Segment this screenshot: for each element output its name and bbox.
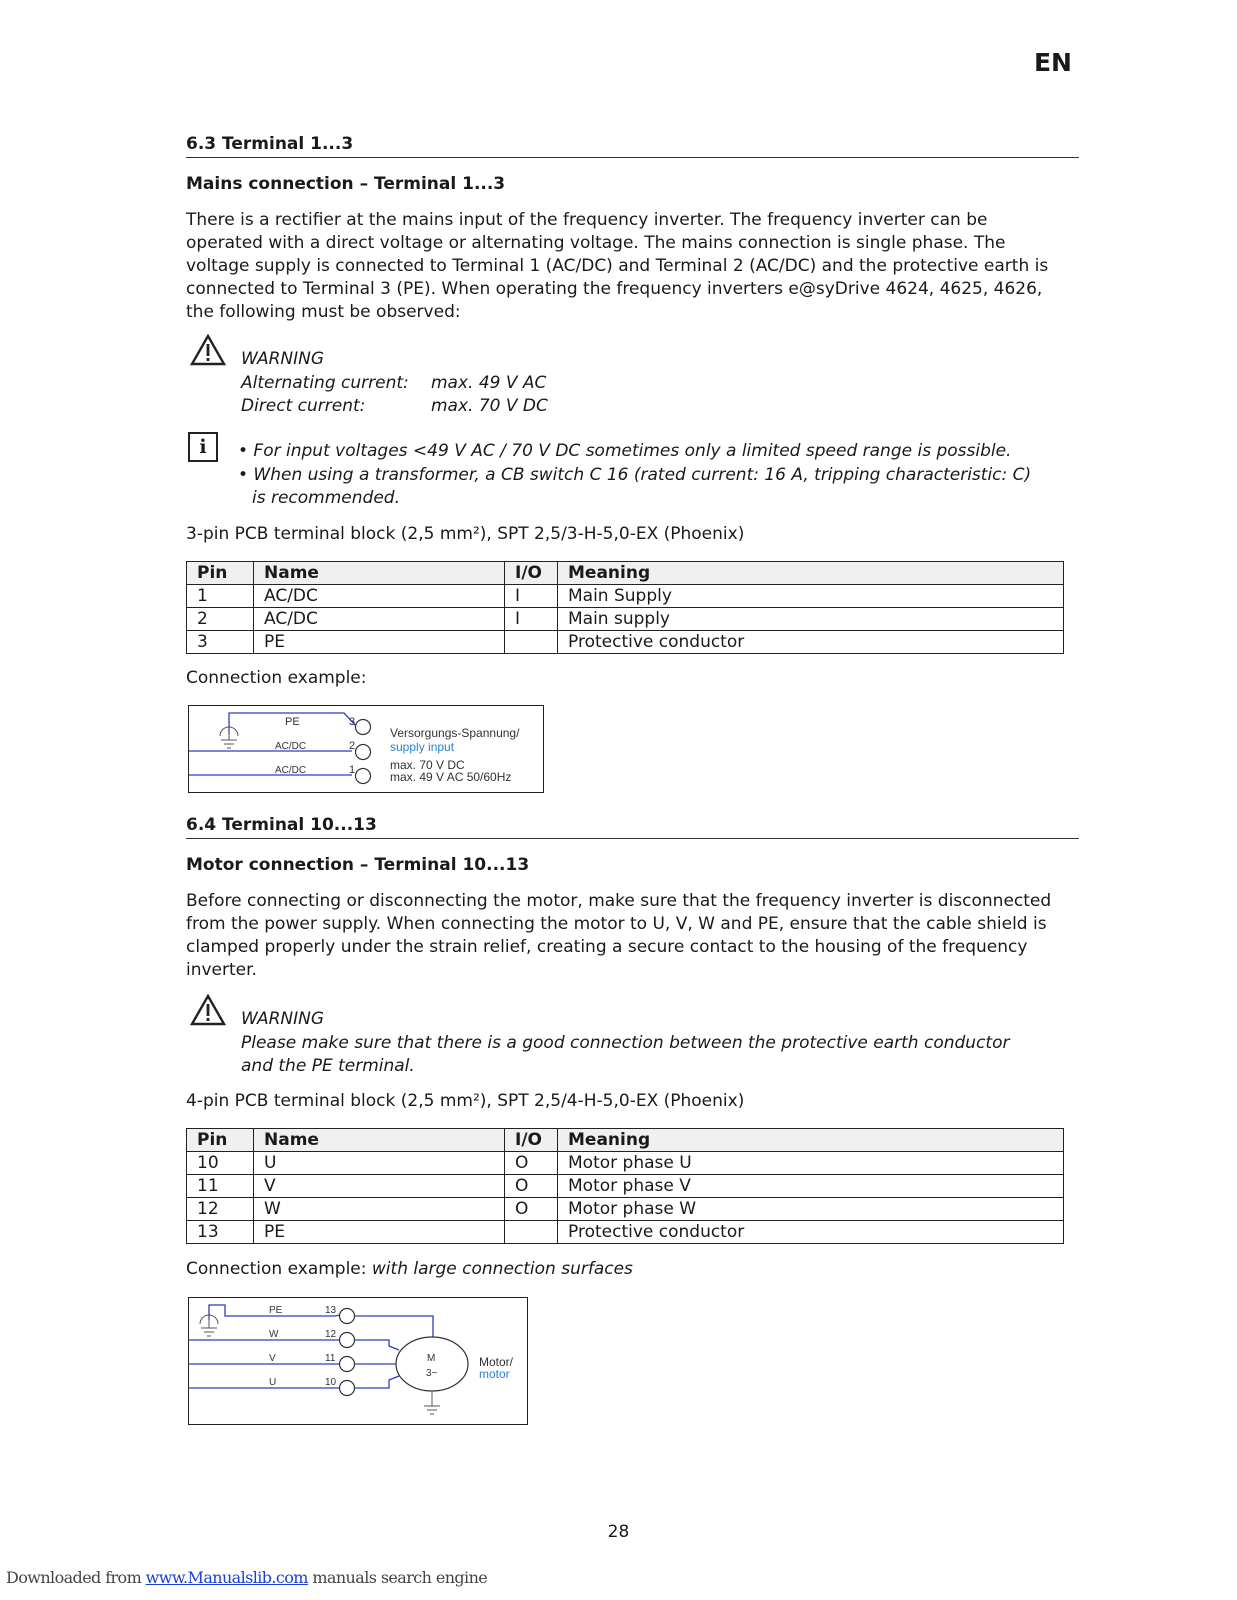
warning-title: WARNING	[241, 349, 325, 369]
language-code: EN	[1033, 48, 1072, 77]
cell-pin: 12	[187, 1198, 254, 1221]
terminal-10	[340, 1381, 355, 1396]
cell-name: V	[254, 1175, 505, 1198]
motor-label-en: motor	[479, 1367, 510, 1381]
motor-label-de: Motor/	[479, 1355, 514, 1369]
dc-value: max. 70 V DC	[431, 396, 548, 416]
mains-info-block	[186, 432, 1066, 512]
warning-icon	[190, 994, 226, 1026]
terminal-1	[356, 769, 371, 784]
mains-pin-table	[186, 561, 1064, 654]
cell-pin: 3	[187, 631, 254, 654]
terminal-2	[356, 745, 371, 760]
label-pe: PE	[269, 1305, 283, 1316]
dc-label: Direct current:	[241, 396, 366, 416]
cell-io: O	[505, 1152, 558, 1175]
supply-label-en: supply input	[390, 740, 455, 754]
section-heading-6-3: 6.3 Terminal 1...3	[186, 134, 1079, 158]
table-row	[187, 608, 1064, 631]
cell-pin: 1	[187, 585, 254, 608]
motor-intro-paragraph: Before connecting or disconnecting the motor, make sure that the frequency inverter is disconnected from the power supply. When connecting the motor to U, V, W and PE, ensure that the cable shield is clamped properly under the strain relief, creating a secure contact to the housing of the frequency inverter.	[186, 891, 1052, 980]
supply-label-de: Versorgungs-Spannung/	[390, 726, 520, 740]
label-u: U	[269, 1377, 277, 1388]
motor-phase-label: 3~	[426, 1368, 438, 1379]
terminal-12	[340, 1333, 355, 1348]
cell-meaning: Motor phase V	[558, 1175, 1064, 1198]
page-number: 28	[607, 1522, 630, 1542]
info-bullet-1: • For input voltages <49 V AC / 70 V DC sometimes only a limited speed range is possible.	[238, 441, 1012, 461]
cell-io: I	[505, 608, 558, 631]
warning-title: WARNING	[241, 1009, 325, 1029]
mains-warning-block	[186, 334, 1066, 419]
motor-terminal-block-spec: 4-pin PCB terminal block (2,5 mm²), SPT 2,5/4-H-5,0-EX (Phoenix)	[186, 1091, 745, 1111]
cell-meaning: Protective conductor	[558, 1221, 1064, 1244]
max-ac-label: max. 49 V AC 50/60Hz	[390, 770, 512, 784]
number-10: 10	[325, 1377, 337, 1388]
motor-m-label: M	[427, 1353, 436, 1364]
manualslib-link[interactable]: www.Manualslib.com	[145, 1568, 308, 1587]
cell-meaning: Main Supply	[558, 585, 1064, 608]
header-io: I/O	[505, 562, 558, 585]
motor-warning-block	[186, 994, 1066, 1079]
motor-example-note: with large connection surfaces	[371, 1259, 633, 1279]
info-icon: i	[188, 432, 218, 462]
table-header-row	[187, 562, 1064, 585]
cell-io: I	[505, 585, 558, 608]
info-bullet-2: • When using a transformer, a CB switch C 16 (rated current: 16 A, tripping characteristic: C) is recommended.	[238, 464, 1032, 508]
cell-pin: 13	[187, 1221, 254, 1244]
cell-pin: 10	[187, 1152, 254, 1175]
cell-name: W	[254, 1198, 505, 1221]
cell-meaning: Motor phase W	[558, 1198, 1064, 1221]
cell-io: O	[505, 1175, 558, 1198]
header-name: Name	[254, 562, 505, 585]
cell-name: PE	[254, 631, 505, 654]
cell-io	[505, 631, 558, 654]
motor-ground-symbol	[424, 1406, 440, 1414]
cell-io	[505, 1221, 558, 1244]
cell-pin: 2	[187, 608, 254, 631]
table-row	[187, 1175, 1064, 1198]
header-pin: Pin	[187, 1129, 254, 1152]
header-meaning: Meaning	[558, 1129, 1064, 1152]
label-acdc-2: AC/DC	[275, 741, 307, 752]
table-header-row	[187, 1129, 1064, 1152]
label-pe: PE	[285, 716, 300, 728]
ac-value: max. 49 V AC	[431, 372, 547, 393]
label-acdc-1: AC/DC	[275, 765, 307, 776]
header-io: I/O	[505, 1129, 558, 1152]
warning-text: Please make sure that there is a good connection between the protective earth conductor and the PE terminal.	[241, 1032, 1010, 1076]
ground-symbol	[220, 727, 238, 748]
ground-symbol	[200, 1315, 218, 1336]
terminal-3	[356, 720, 371, 735]
table-row	[187, 631, 1064, 654]
ac-label: Alternating current:	[241, 372, 409, 393]
cell-name: AC/DC	[254, 585, 505, 608]
terminal-13	[340, 1309, 355, 1324]
mains-example-label: Connection example:	[186, 668, 367, 688]
section-heading-6-4: 6.4 Terminal 10...13	[186, 815, 1079, 839]
motor-connection-subheading: Motor connection – Terminal 10...13	[186, 855, 530, 875]
header-pin: Pin	[187, 562, 254, 585]
number-3: 3	[349, 716, 356, 728]
max-dc-label: max. 70 V DC	[390, 758, 465, 772]
cell-name: PE	[254, 1221, 505, 1244]
motor-symbol	[396, 1337, 468, 1391]
motor-pin-table	[186, 1128, 1064, 1244]
header-meaning: Meaning	[558, 562, 1064, 585]
label-v: V	[269, 1353, 276, 1364]
number-2: 2	[349, 740, 356, 752]
number-11: 11	[325, 1353, 336, 1364]
number-13: 13	[325, 1305, 337, 1316]
mains-connection-diagram	[188, 705, 544, 793]
download-footer	[6, 1568, 487, 1587]
warning-icon	[190, 334, 226, 366]
motor-connection-diagram	[188, 1297, 528, 1425]
table-row	[187, 1198, 1064, 1221]
motor-example-prefix: Connection example:	[186, 1259, 372, 1279]
terminal-11	[340, 1357, 355, 1372]
table-row	[187, 1152, 1064, 1175]
cell-pin: 11	[187, 1175, 254, 1198]
table-row	[187, 585, 1064, 608]
cell-meaning: Protective conductor	[558, 631, 1064, 654]
mains-terminal-block-spec: 3-pin PCB terminal block (2,5 mm²), SPT 2,5/3-H-5,0-EX (Phoenix)	[186, 524, 745, 544]
label-w: W	[269, 1329, 279, 1340]
cell-meaning: Main supply	[558, 608, 1064, 631]
cell-io: O	[505, 1198, 558, 1221]
header-name: Name	[254, 1129, 505, 1152]
number-12: 12	[325, 1329, 337, 1340]
table-row	[187, 1221, 1064, 1244]
number-1: 1	[349, 764, 356, 776]
cell-name: U	[254, 1152, 505, 1175]
footer-prefix: Downloaded from	[6, 1568, 146, 1587]
cell-meaning: Motor phase U	[558, 1152, 1064, 1175]
mains-intro-paragraph: There is a rectifier at the mains input of the frequency inverter. The frequency inverter can be operated with a direct voltage or alternating voltage. The mains connection is single phase. The voltage supply is connected to Terminal 1 (AC/DC) and Terminal 2 (AC/DC) and the protective earth is connected to Terminal 3 (PE). When operating the frequency inverters e@syDrive 4624, 4625, 4626, the following must be observed:	[186, 210, 1049, 322]
mains-connection-subheading: Mains connection – Terminal 1...3	[186, 174, 506, 194]
motor-example-label	[186, 1258, 1066, 1281]
cell-name: AC/DC	[254, 608, 505, 631]
footer-suffix: manuals search engine	[307, 1568, 488, 1587]
